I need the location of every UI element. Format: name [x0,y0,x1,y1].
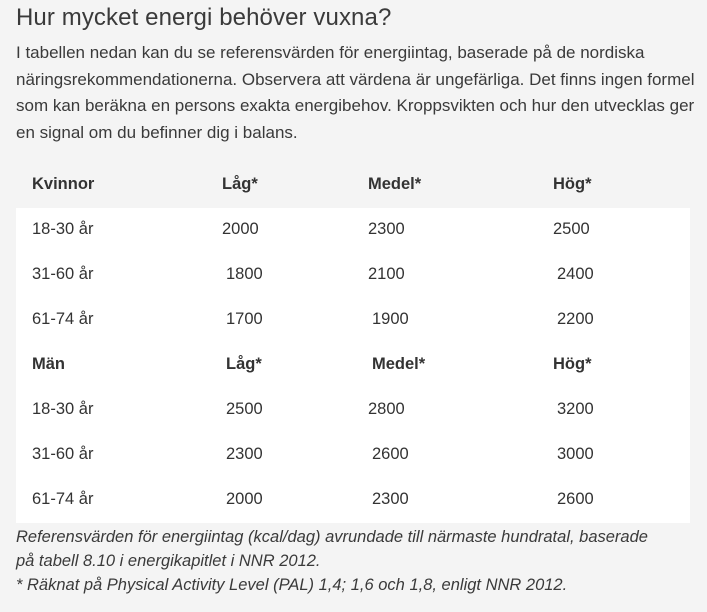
table-cell: 3000 [557,445,594,463]
table-cell: 2300 [372,490,409,508]
page-title: Hur mycket energi behöver vuxna? [16,4,392,31]
table-cell: 18-30 år [32,400,94,418]
footnote: * Räknat på Physical Activity Level (PAL) 1,4; 1,6 och 1,8, enligt NNR 2012. [16,576,568,594]
table-row [16,433,690,478]
table-cell: 31-60 år [32,265,94,283]
table-cell: 2500 [226,400,263,418]
table-cell: 61-74 år [32,310,94,328]
table-caption [16,525,700,597]
table-cell: 1900 [372,310,409,328]
table-row [16,253,690,298]
header-cell: Män [32,355,65,373]
header-cell: Medel* [372,355,426,373]
table-cell: 2000 [222,220,259,238]
table-cell: 2800 [368,400,405,418]
table-cell: 1800 [226,265,263,283]
table-cell: 2600 [372,445,409,463]
table-cell: 2000 [226,490,263,508]
table-header-women [16,163,690,208]
table-cell: 2500 [553,220,590,238]
table-cell: 2400 [557,265,594,283]
header-cell: Låg* [226,355,262,373]
caption-line: Referensvärden för energiintag (kcal/dag) avrundade till närmaste hundratal, baserade [16,528,648,546]
table-cell: 3200 [557,400,594,418]
table-row [16,478,690,523]
table-header-men [16,343,690,388]
table-cell: 18-30 år [32,220,94,238]
table-cell: 2200 [557,310,594,328]
table-cell: 31-60 år [32,445,94,463]
header-cell: Kvinnor [32,175,95,193]
energy-table [16,163,690,523]
table-row [16,298,690,343]
header-cell: Medel* [368,175,422,193]
intro-paragraph: I tabellen nedan kan du se referensvärden för energiintag, baserade på de nordiska näringsrekommendationerna. Observera att värdena är ungefärliga. Det finns ingen formel som kan beräkna en persons exakta energibehov. Kroppsvikten och hur den utvecklas ger en signal om du befinner dig i balans. [16,43,695,142]
table-cell: 61-74 år [32,490,94,508]
table-cell: 2600 [557,490,594,508]
table-row [16,388,690,433]
header-cell: Låg* [222,175,258,193]
header-cell: Hög* [553,355,592,373]
table-cell: 2300 [226,445,263,463]
table-row [16,208,690,253]
caption-line: på tabell 8.10 i energikapitlet i NNR 2012. [16,552,321,570]
table-cell: 2100 [368,265,405,283]
header-cell: Hög* [553,175,592,193]
table-cell: 1700 [226,310,263,328]
table-cell: 2300 [368,220,405,238]
